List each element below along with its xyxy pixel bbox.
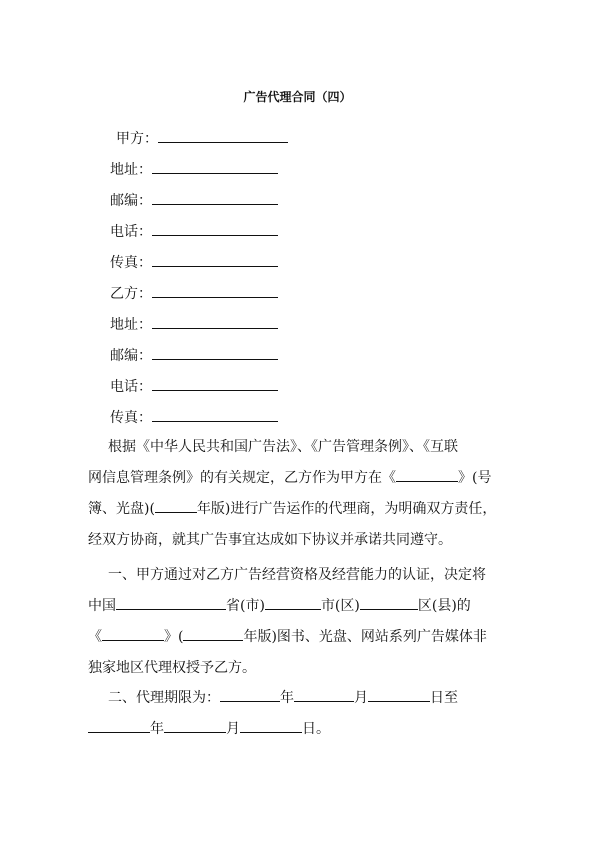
end-day-blank[interactable] (240, 717, 302, 733)
preamble-line-3-text-a: 簿、光盘)( (88, 501, 155, 517)
start-year-blank[interactable] (220, 686, 280, 702)
preamble-line-2-text-b: 》(号 (458, 470, 492, 486)
party-a-fax-label: 传真： (110, 255, 152, 271)
end-month-blank[interactable] (164, 717, 226, 733)
party-a-address-label: 地址： (110, 162, 152, 178)
party-a-fax-line (110, 252, 278, 272)
start-month-blank[interactable] (294, 686, 354, 702)
party-b-address-line (110, 314, 278, 334)
clause-1-line-4: 独家地区代理权授予乙方。 (88, 660, 256, 676)
party-b-postcode-blank[interactable] (152, 345, 278, 360)
clause-1-book-close-text: 》( (164, 629, 184, 645)
party-a-name-label: 甲方： (116, 131, 158, 147)
party-b-name-line (110, 283, 278, 303)
party-a-name-line (116, 128, 288, 148)
clause-1-paragraph (88, 560, 518, 684)
party-b-phone-label: 电话： (110, 379, 152, 395)
city-blank[interactable] (265, 594, 321, 610)
party-a-fax-blank[interactable] (152, 252, 278, 267)
clause-1-province-text: 省(市) (226, 598, 265, 614)
party-a-phone-line (110, 221, 278, 241)
preamble-line-3 (88, 494, 518, 525)
preamble-line-3-text-b: 年版)进行广告运作的代理商，为明确双方责任， (196, 501, 497, 517)
clause-1-line-2 (88, 591, 518, 622)
party-b-fax-label: 传真： (110, 410, 152, 426)
preamble-paragraph (88, 432, 518, 556)
clause-1-country-text: 中国 (88, 598, 116, 614)
clause-2-start-day-text: 日至 (430, 690, 458, 706)
party-b-phone-blank[interactable] (152, 376, 278, 391)
clause-2-line-2 (88, 714, 518, 745)
party-b-phone-line (110, 376, 278, 396)
clause-2-term-text: 二、代理期限为： (108, 690, 220, 706)
clause-2-end-year-text: 年 (150, 721, 164, 737)
clause-2-end-month-text: 月 (226, 721, 240, 737)
end-year-blank[interactable] (88, 717, 150, 733)
party-a-postcode-line (110, 190, 278, 210)
party-a-postcode-blank[interactable] (152, 190, 278, 205)
party-b-fax-blank[interactable] (152, 407, 278, 422)
clause-2-start-year-text: 年 (280, 690, 294, 706)
party-b-address-blank[interactable] (152, 314, 278, 329)
preamble-line-1: 根据《中华人民共和国广告法》、《广告管理条例》、《互联 (108, 439, 458, 455)
catalog-name-blank[interactable] (396, 466, 458, 482)
clause-1-city-text: 市(区) (320, 598, 360, 614)
party-a-address-line (110, 159, 278, 179)
media-edition-blank[interactable] (183, 625, 243, 641)
clause-1-district-text: 区(县)的 (417, 598, 471, 614)
preamble-line-4: 经双方协商，就其广告事宜达成如下协议并承诺共同遵守。 (88, 532, 452, 548)
district-blank[interactable] (360, 594, 418, 610)
clause-1-line-1: 一、甲方通过对乙方广告经营资格及经营能力的认证，决定将 (108, 567, 486, 583)
clause-1-media-text: 年版)图书、光盘、网站系列广告媒体非 (243, 629, 487, 645)
party-a-phone-label: 电话： (110, 224, 152, 240)
document-title: 广告代理合同（四） (243, 90, 352, 104)
party-b-address-label: 地址： (110, 317, 152, 333)
party-b-fax-line (110, 407, 278, 427)
clause-1-book-open-text: 《 (88, 629, 102, 645)
party-b-postcode-label: 邮编： (110, 348, 152, 364)
clause-1-line-3 (88, 622, 518, 653)
start-day-blank[interactable] (368, 686, 430, 702)
clause-2-end-day-text: 日。 (302, 721, 330, 737)
province-blank[interactable] (116, 594, 226, 610)
party-a-postcode-label: 邮编： (110, 193, 152, 209)
clause-2-start-month-text: 月 (354, 690, 368, 706)
preamble-line-2 (88, 463, 518, 494)
preamble-line-2-text-a: 网信息管理条例》的有关规定，乙方作为甲方在《 (88, 470, 396, 486)
party-b-name-blank[interactable] (152, 283, 278, 298)
party-a-phone-blank[interactable] (152, 221, 278, 236)
edition-year-blank[interactable] (155, 497, 197, 513)
party-a-address-blank[interactable] (152, 159, 278, 174)
clause-2-line-1 (88, 683, 518, 714)
party-a-name-blank[interactable] (158, 128, 288, 143)
media-name-blank[interactable] (102, 625, 164, 641)
clause-2-paragraph (88, 683, 518, 745)
party-b-name-label: 乙方： (110, 286, 152, 302)
party-b-postcode-line (110, 345, 278, 365)
